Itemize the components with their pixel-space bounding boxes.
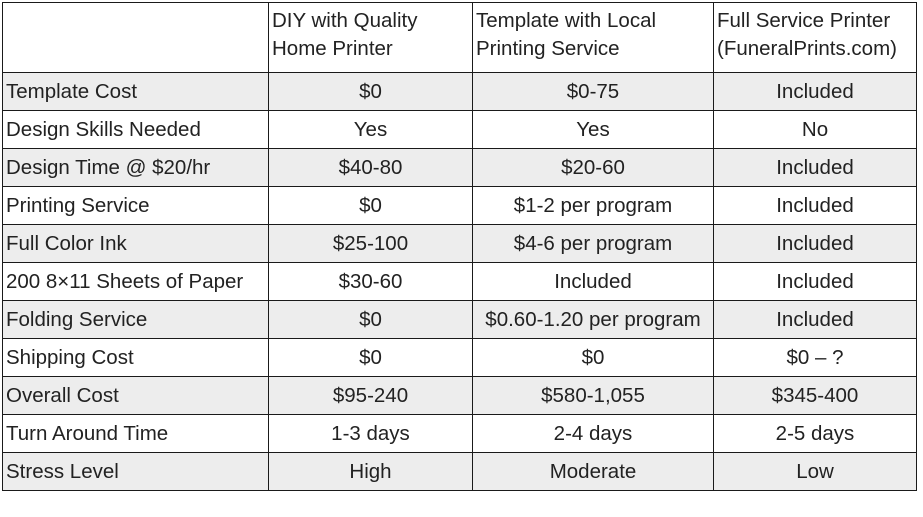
- cell-template-local: $580-1,055: [473, 377, 714, 415]
- cell-diy: Yes: [269, 111, 473, 149]
- cell-full-service: Included: [714, 187, 917, 225]
- cell-full-service: Included: [714, 73, 917, 111]
- cell-full-service: Included: [714, 263, 917, 301]
- cell-diy: 1-3 days: [269, 415, 473, 453]
- header-cell-template-local: Template with Local Printing Service: [473, 3, 714, 73]
- table-row: [3, 415, 917, 453]
- row-label: Shipping Cost: [3, 339, 269, 377]
- cell-diy: $0: [269, 339, 473, 377]
- header-row: [3, 3, 917, 73]
- cell-diy: $0: [269, 187, 473, 225]
- cell-template-local: Yes: [473, 111, 714, 149]
- cell-diy: $0: [269, 73, 473, 111]
- row-label: Design Skills Needed: [3, 111, 269, 149]
- cell-template-local: $0-75: [473, 73, 714, 111]
- table-row: [3, 453, 917, 491]
- cell-full-service: No: [714, 111, 917, 149]
- cell-full-service: Low: [714, 453, 917, 491]
- row-label: Turn Around Time: [3, 415, 269, 453]
- cell-diy: $40-80: [269, 149, 473, 187]
- cell-diy: $25-100: [269, 225, 473, 263]
- table-row: [3, 225, 917, 263]
- cell-diy: $0: [269, 301, 473, 339]
- cell-template-local: $4-6 per program: [473, 225, 714, 263]
- header-cell-diy: DIY with Quality Home Printer: [269, 3, 473, 73]
- row-label: Template Cost: [3, 73, 269, 111]
- cell-full-service: Included: [714, 225, 917, 263]
- row-label: Stress Level: [3, 453, 269, 491]
- cell-template-local: Moderate: [473, 453, 714, 491]
- cell-template-local: Included: [473, 263, 714, 301]
- cost-comparison-table: [2, 2, 917, 491]
- cell-full-service: 2-5 days: [714, 415, 917, 453]
- cell-template-local: 2-4 days: [473, 415, 714, 453]
- cell-diy: $30-60: [269, 263, 473, 301]
- row-label: 200 8×11 Sheets of Paper: [3, 263, 269, 301]
- row-label: Overall Cost: [3, 377, 269, 415]
- cell-diy: High: [269, 453, 473, 491]
- row-label: Design Time @ $20/hr: [3, 149, 269, 187]
- table-row: [3, 339, 917, 377]
- header-cell-full-service: Full Service Printer (FuneralPrints.com): [714, 3, 917, 73]
- cell-template-local: $20-60: [473, 149, 714, 187]
- table-row: [3, 377, 917, 415]
- table-row: [3, 187, 917, 225]
- table-row: [3, 301, 917, 339]
- cell-full-service: Included: [714, 149, 917, 187]
- cell-full-service: $0 – ?: [714, 339, 917, 377]
- cell-diy: $95-240: [269, 377, 473, 415]
- row-label: Folding Service: [3, 301, 269, 339]
- table-row: [3, 111, 917, 149]
- cell-full-service: $345-400: [714, 377, 917, 415]
- table-row: [3, 263, 917, 301]
- row-label: Printing Service: [3, 187, 269, 225]
- cell-template-local: $0: [473, 339, 714, 377]
- cell-template-local: $1-2 per program: [473, 187, 714, 225]
- row-label: Full Color Ink: [3, 225, 269, 263]
- cell-full-service: Included: [714, 301, 917, 339]
- table-row: [3, 149, 917, 187]
- cell-template-local: $0.60-1.20 per program: [473, 301, 714, 339]
- comparison-table-container: [2, 2, 917, 491]
- header-cell-empty: [3, 3, 269, 73]
- table-row: [3, 73, 917, 111]
